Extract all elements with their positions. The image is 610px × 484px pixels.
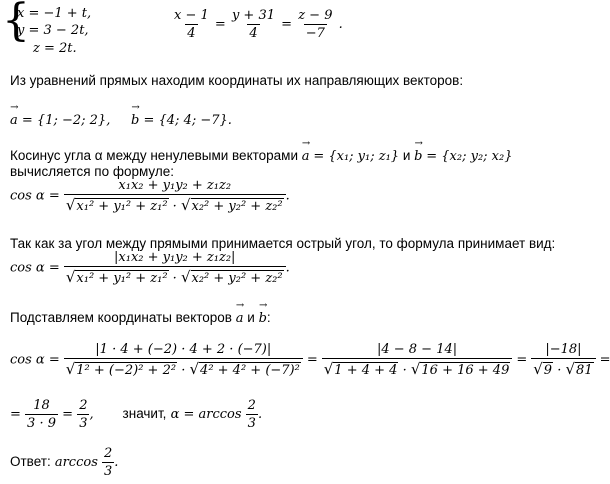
intro-text: Из уравнений прямых находим координаты их направляющих векторов: — [10, 73, 464, 88]
substituted-formula: cos α = $\frac{|1 \cdot 4 + (-2) \cdot 4 + 2 \cdot (-7)|}{\text{√1² + (−2)² + 2² · √4² + 4² + (−7)²}}$ = $\frac{|4 - 8 - 14|}{√1 + 4 + 4 \cdot √16 + 16 + 49}$ = $\frac{|-18|}{√9 \cdot √81}$ = — [10, 342, 610, 378]
vector-a-symbol-3: → a — [236, 311, 244, 326]
substitute-text: Подставляем координаты векторов → a и → b: — [10, 310, 271, 326]
general-cos-formula: cos α = $\frac{\text{x₁x₂ + y₁y₂ + z₁z₂}}{\text{√x₁² + y₁² + z₁² · √x₂² + y₂² + z₂²}}$ . — [10, 178, 290, 214]
canonical-frac-z: $\frac{z - 9}{-7}$ — [298, 8, 333, 41]
vector-b-symbol-2: → b — [414, 149, 422, 164]
answer-label: Ответ: — [10, 454, 51, 469]
direction-vectors — [10, 113, 232, 128]
formula-intro: вычисляется по формуле: — [10, 164, 175, 179]
system-eq-1: x = −1 + t, — [17, 6, 92, 21]
result-line: = $\frac{18}{3 \cdot 9}$ = $\frac{2}{3}$ , значит, α = arccos $\frac{2}{3}$ . — [10, 398, 263, 431]
vector-a-symbol: → a — [10, 113, 18, 128]
vector-b-symbol: → b — [131, 113, 139, 128]
vector-b-symbol-3: → b — [259, 311, 267, 326]
abs-cos-formula: cos α = $\frac{\text{|x₁x₂ + y₁y₂ + z₁z₂|}}{\text{√x₁² + y₁² + z₁² · √x₂² + y₂² + z₂²}}$ . — [10, 250, 290, 286]
acute-angle-text: Так как за угол между прямыми принимается острый угол, то формула принимает вид: — [10, 236, 556, 251]
canonical-frac-x: $\frac{x - 1}{4}$ — [174, 8, 209, 41]
vector-b-value: = {4; 4; −7}. — [143, 113, 232, 128]
thus-word: значит, — [122, 406, 167, 421]
system-brace: { — [2, 0, 30, 46]
system-eq-2: y = 3 − 2t, — [17, 23, 89, 38]
system-eq-3: z = 2t. — [33, 41, 77, 56]
answer-value: arccos — [54, 455, 98, 470]
canonical-frac-y: $\frac{y + 31}{4}$ — [231, 8, 275, 41]
vector-a-symbol-2: → a — [302, 149, 310, 164]
cosine-intro-line: Косинус угла α между ненулевыми векторами → a = {x₁; y₁; z₁} и → b = {x₂; y₂; x₂} — [10, 148, 512, 164]
canonical-equation: $\frac{x - 1}{4}$ = $\frac{y + 31}{4}$ = $\frac{z - 9}{-7}$ . — [174, 8, 343, 41]
vector-a-value: = {1; −2; 2}, — [21, 113, 111, 128]
answer-line: Ответ: arccos $\frac{2}{3}$ . — [10, 446, 119, 479]
